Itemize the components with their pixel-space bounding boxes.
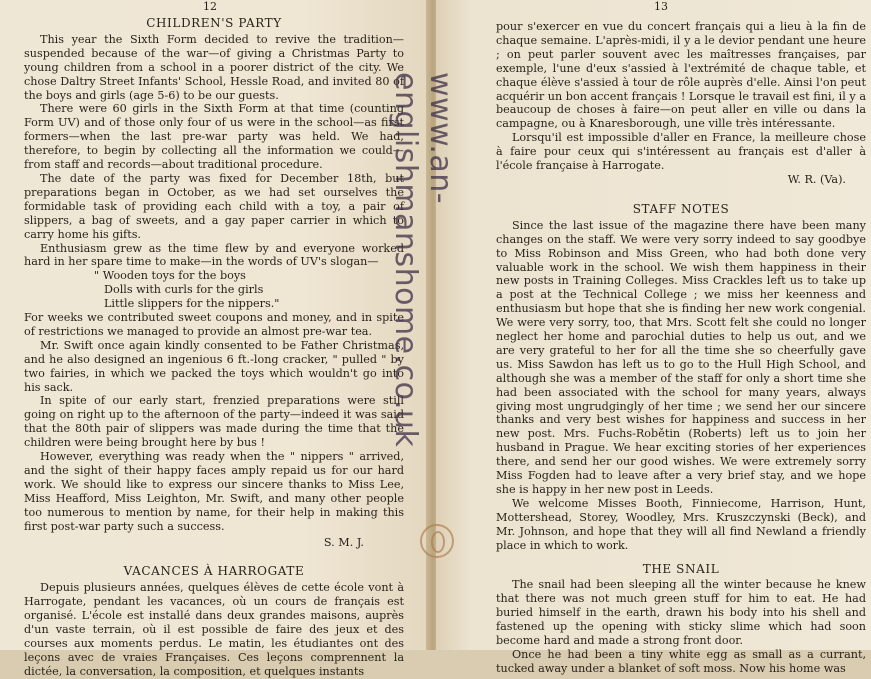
vacances-signature: W. R. (Va). <box>787 172 846 186</box>
verse-line-3: Little slippers for the nippers." <box>104 297 280 311</box>
party-paragraph-4: Enthusiasm grew as the time flew by and everyone worked hard in her spare time to make—in the words of UV's slogan— <box>24 241 404 269</box>
left-page <box>0 0 432 678</box>
site-logo-icon <box>420 524 454 558</box>
party-paragraph-3: The date of the party was fixed for December 18th, but preparations began in October, as we had set ourselves the formidable task of providing each child with a toy, a pair of slippers, a bag of sweets, and a gay paper carrier in which to carry home his gifts. <box>24 171 404 241</box>
party-paragraph-5: For weeks we contributed sweet coupons and money, and in spite of restrictions we managed to provide an almost pre-war tea. <box>24 311 404 338</box>
verse-line-1: " Wooden toys for the boys <box>94 269 246 283</box>
snail-heading: THE SNAIL <box>642 561 720 576</box>
site-watermark: www.an-englishmanshome.co.uk <box>388 72 458 448</box>
right-column <box>496 20 866 676</box>
vacances-continued-paragraph: pour s'exercer en vue du concert français qui a lieu à la fin de chaque semaine. L'après-midi, il y a le devior pendant une heure ; on peut parler souvent avec les maîtresses françaises, par exemple, l'une d'eux s'assied à l'extrémité de chaque table, et chaque élève s'assied à tour de rôle auprès d'elle. Ainsi l'on peut acquérir un bon accent français ! Lorsque le travail est fini, il y a beaucoup de choses à faire—on peut aller en ville ou dans la campagne, ou à Knaresborough, une ville très intéressante. <box>496 20 866 131</box>
staff-notes-heading: STAFF NOTES <box>632 201 730 216</box>
staff-paragraph-2: We welcome Misses Booth, Finniecome, Harrison, Hunt, Mottershead, Storey, Woodley, Mrs. Kruszczynski (Beck), and Mr. Johnson, and hope that they will all find Newland a friendly place in which to work. <box>496 496 866 552</box>
party-signature: S. M. J. <box>323 535 364 549</box>
snail-paragraph-1: The snail had been sleeping all the winter because he knew that there was not much green stuff for him to eat. He had buried himself in the earth, drawn his body into his shell and fastened up the opening with sticky slime which had soon become hard and made a strong front door. <box>496 578 866 648</box>
party-paragraph-1: This year the Sixth Form decided to revive the tradition—suspended because of the war—of giving a Christmas Party to young children from a school in a poorer district of the city. We chose Daltry Street Infants' School, Hessle Road, and invited 80 of the boys and girls (age 5-6) to be our guests. <box>24 32 404 102</box>
left-column <box>24 17 404 679</box>
party-paragraph-7: In spite of our early start, frenzied preparations were still going on right up to the afternoon of the party—indeed it was said that the 80th pair of slippers was made during the time that the children were being brought here by bus ! <box>24 394 404 450</box>
vacances-paragraph-2: Lorsqu'il est impossible d'aller en France, la meilleure chose à faire pour ceux qui s'intéressent au français est d'aller à l'école française à Harrogate. <box>496 131 866 173</box>
party-paragraph-8: However, everything was ready when the " nippers " arrived, and the sight of their happy faces amply repaid us for our hard work. We should like to express our sincere thanks to Miss Lee, Miss Heafford, Miss Leighton, Mr. Swift, and many other people too numerous to mention by name, for their help in making this first post-war party such a success. <box>24 450 404 533</box>
verse-line-2: Dolls with curls for the girls <box>104 283 264 297</box>
slogan-verse <box>24 269 404 311</box>
staff-paragraph-1: Since the last issue of the magazine there have been many changes on the staff. We were very sorry indeed to say goodbye to Miss Robinson and Miss Green, who had both done very valuable work in the school. We wish them happiness in their new posts in Training Colleges. Miss Crackles left us to take up a post at the Technical College ; we miss her keenness and enthusiasm but hope that she is finding her new work congenial. We were very sorry, too, that Mrs. Scott felt she could no longer neglect her home and parochial duties to help us out, and we are very grateful to her for all the time she so cheerfully gave us. Miss Sawdon has left us to go to the Hull High School, and although she was a member of the staff for only a short time she had been associated with the school for many years, always giving most ungrudgingly of her time ; we send her our sincere thanks and very best wishes for happiness and success in her new post. Mrs. Fuchs-Robětin (Roberts) left us to join her husband in Prague. We hear exciting stories of her experiences there, and send her our good wishes. We were extremely sorry Miss Fogden had to leave after a very brief stay, and we hope she is happy in her new post in Leeds. <box>496 218 866 496</box>
page-number-right: 13 <box>654 0 668 13</box>
vacances-paragraph-1: Depuis plusieurs années, quelques élèves de cette école vont à Harrogate, pendant les vacances, où un cours de français est organisé. L'école est installé dans deux grandes maisons, auprès d'un vaste terrain, où il est possible de faire des jeux et des courses aux moments perdus. Le matin, les étudiantes ont des leçons avec de vraies Françaises. Ces leçons comprennent la dictée, la conversation, la composition, et quelques instants <box>24 581 404 678</box>
vacances-heading: VACANCES À HARROGATE <box>123 564 305 579</box>
party-paragraph-6: Mr. Swift once again kindly consented to be Father Christmas, and he also designed an ingenious 6 ft.-long cracker, " pulled " by two fairies, in which we packed the toys which wouldn't go into his sack. <box>24 338 404 394</box>
party-paragraph-2: There were 60 girls in the Sixth Form at that time (counting Form UV) and of those only four of us were in the school—as first formers—when the last pre-war party was held. We had, therefore, to begin by collecting all the information we could—from staff and records—about traditional procedure. <box>24 102 404 172</box>
page-number-left: 12 <box>203 0 217 13</box>
snail-paragraph-2: Once he had been a tiny white egg as small as a currant, tucked away under a blanket of soft moss. Now his home was <box>496 647 866 675</box>
childrens-party-heading: CHILDREN'S PARTY <box>146 16 282 30</box>
right-page <box>436 0 871 675</box>
